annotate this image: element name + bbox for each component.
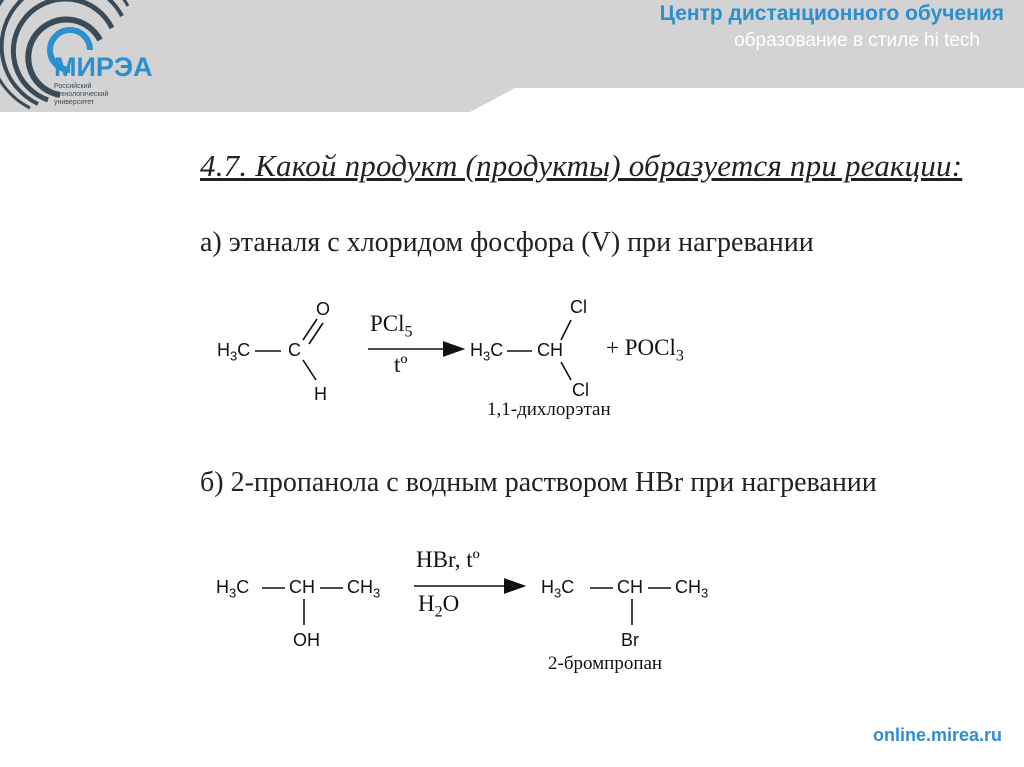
bond [303,360,316,380]
slide-title: 4.7. Какой продукт (продукты) образуется при реакции: [200,148,963,183]
reactant-b-left: $H_3C$ [216,577,250,601]
product-a-cl-bottom: Cl [572,380,589,400]
product-b-br: Br [621,630,639,650]
reactant-a-methyl: $H_3C$ [217,340,251,364]
double-bond [303,319,317,340]
reagent-hbr: HBr, tº [416,547,480,572]
product-b-left: $H_3C$ [541,577,575,601]
reactant-b-oh: OH [293,630,320,650]
reagent-condition-a: tº [394,352,408,377]
reactant-b-right: $CH_3$ [347,577,381,601]
bond [561,320,571,340]
byproduct-pocl3: + POCl$_3$ [606,335,684,365]
product-b-center: CH [617,577,643,597]
reagent-water: $H_2O$ [418,591,460,621]
footer-url[interactable]: online.mirea.ru [872,725,1002,745]
product-a-methyl: $H_3C$ [470,340,504,364]
reagent-pcl5: PCl$_5$ [370,311,413,341]
reactant-a-hydrogen: H [314,384,327,404]
question-b: б) 2-пропанола с водным раствором HBr при нагревании [200,467,877,498]
center-title: Центр дистанционного обучения [659,2,1004,25]
product-b-right: $CH_3$ [675,577,709,601]
product-b-name: 2-бромпропан [548,653,663,674]
reactant-a-oxygen: O [316,299,331,319]
logo-caption-line: технологический [54,91,109,98]
double-bond [309,323,323,344]
reactant-b-center: CH [289,577,315,597]
center-subtitle: образование в стиле hi tech [734,30,980,51]
logo-caption-line: Российский [54,83,92,90]
bond [561,362,571,380]
reactant-a-carbon: C [288,340,301,360]
question-a: а) этаналя с хлоридом фосфора (V) при нагревании [200,227,814,258]
logo-text: МИРЭА [54,52,153,82]
product-a-name: 1,1-дихлорэтан [487,399,611,420]
product-a-cl-top: Cl [570,297,587,317]
logo-caption-line: университет [54,99,95,106]
product-a-ch: CH [537,340,563,360]
